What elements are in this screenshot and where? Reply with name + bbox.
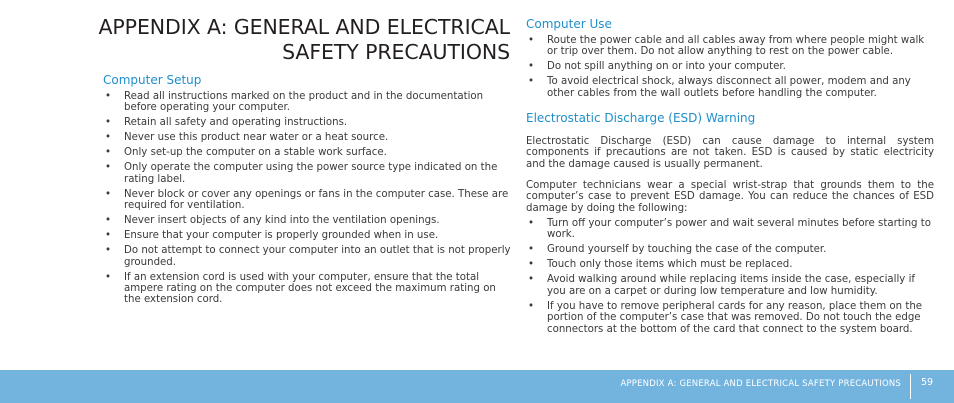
list-item: • Do not attempt to connect your computer into an outlet that is not properly grounded.: [105, 245, 511, 268]
list-item: • Only set-up the computer on a stable work surface.: [105, 147, 387, 159]
list-item: • If an extension cord is used with your computer, ensure that the total ampere rating on the computer does not exceed the maximum rating on the extension cord.: [105, 271, 496, 306]
list-item: • Retain all safety and operating instructions.: [105, 117, 348, 129]
list-item: • Route the power cable and all cables away from where people might walk or trip over them. Do not allow anything to rest on the power cable.: [528, 35, 925, 58]
list-item: • Avoid walking around while replacing items inside the case, especially if you are on a carpet or during low temperature and low humidity.: [528, 274, 915, 297]
computer-setup-list: [103, 91, 513, 309]
computer-setup-heading: Computer Setup: [103, 73, 202, 87]
computer-use-heading: Computer Use: [526, 17, 612, 31]
list-item: • Ensure that your computer is properly grounded when in use.: [105, 230, 439, 242]
list-item: • Touch only those items which must be replaced.: [528, 259, 793, 271]
list-item: • Never use this product near water or a heat source.: [105, 132, 389, 144]
list-item: • Turn off your computer’s power and wait several minutes before starting to work.: [528, 218, 931, 241]
list-item: • Never insert objects of any kind into the ventilation openings.: [105, 215, 440, 227]
list-item: • Read all instructions marked on the product and in the documentation before operating your computer.: [105, 91, 484, 114]
esd-paragraph-1: Electrostatic Discharge (ESD) can cause damage to internal system components if precautions are not taken. ESD is caused by static electricity and the damage caused is usually permanent.: [526, 136, 934, 170]
computer-use-list: [526, 35, 936, 103]
page-title: [90, 15, 510, 65]
list-item: • Ground yourself by touching the case of the computer.: [528, 244, 827, 256]
title-line-1: APPENDIX A: GENERAL AND ELECTRICAL: [98, 15, 510, 39]
page-footer: [0, 370, 954, 403]
list-item: • Only operate the computer using the power source type indicated on the rating label.: [105, 162, 498, 185]
page-number: 59: [921, 377, 934, 388]
list-item: • If you have to remove peripheral cards for any reason, place them on the portion of the computer’s case that was removed. Do not touch the edge connectors at the bottom of the card that connect to the system board.: [528, 300, 923, 335]
footer-divider: [910, 374, 911, 399]
esd-list: [526, 218, 936, 339]
title-line-2: SAFETY PRECAUTIONS: [282, 40, 510, 64]
esd-heading: Electrostatic Discharge (ESD) Warning: [526, 111, 756, 125]
esd-paragraph-2: Computer technicians wear a special wrist-strap that grounds them to the computer’s case to prevent ESD damage. You can reduce the chances of ESD damage by doing the following:: [526, 180, 934, 214]
list-item: • To avoid electrical shock, always disconnect all power, modem and any other cables from the wall outlets before handling the computer.: [528, 76, 911, 99]
list-item: • Never block or cover any openings or fans in the computer case. These are required for ventilation.: [105, 188, 509, 212]
footer-title: APPENDIX A: GENERAL AND ELECTRICAL SAFETY PRECAUTIONS: [620, 379, 901, 389]
list-item: • Do not spill anything on or into your computer.: [528, 61, 786, 73]
